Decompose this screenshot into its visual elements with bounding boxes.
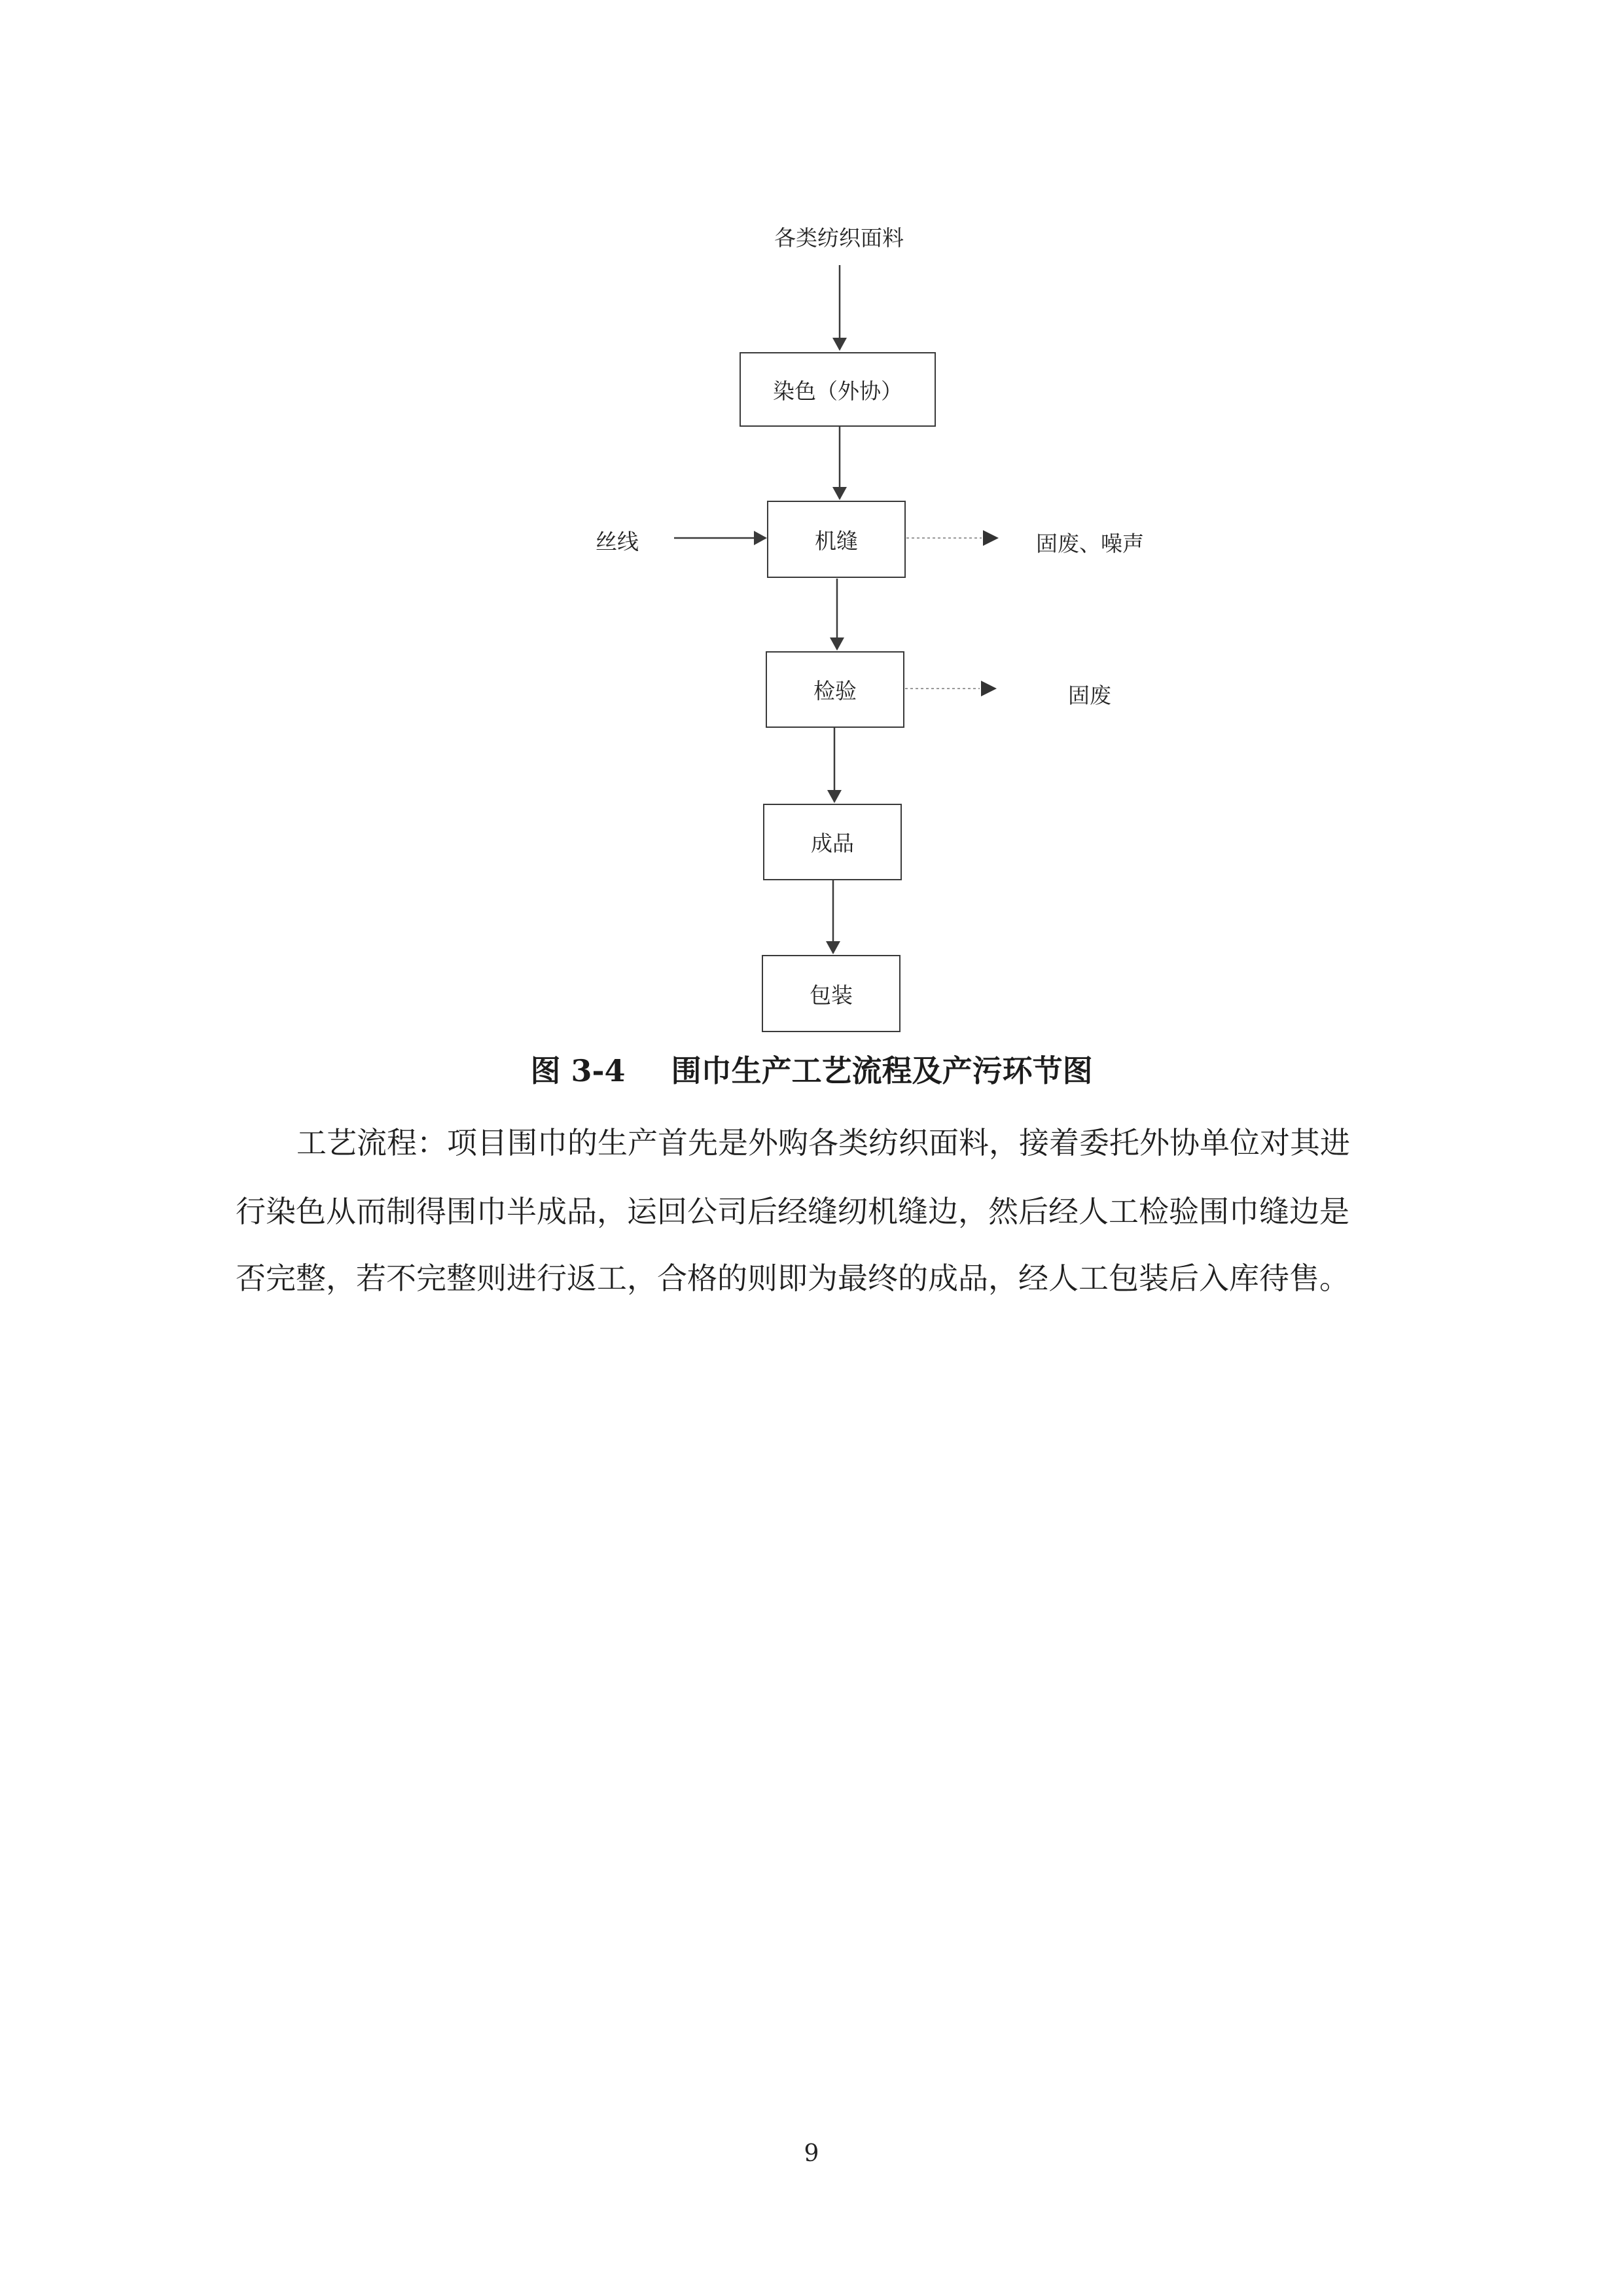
step-sewing-box: 机缝: [767, 501, 906, 578]
arrow-head-thread: [754, 531, 767, 545]
arrow-head-packaging: [826, 941, 840, 954]
arrow-head-finished: [827, 790, 842, 803]
page-number: 9: [804, 2140, 819, 2167]
step-packaging-box: 包装: [762, 955, 901, 1032]
arrow-head-dyeing: [832, 338, 847, 351]
input-thread-label: 丝线: [596, 529, 639, 554]
input-fabric-label: 各类纺织面料: [774, 225, 904, 251]
paragraph-line-3: 否完整，若不完整则进行返工，合格的则即为最终的成品，经人工包装后入库待售。: [236, 1261, 1349, 1296]
arrow-head-waste: [981, 681, 997, 696]
output-waste-noise-label: 固废、噪声: [1036, 531, 1144, 556]
step-dyeing-box: 染色（外协）: [740, 352, 936, 427]
step-inspection-box: 检验: [766, 651, 904, 728]
arrow-head-waste-noise: [983, 530, 999, 546]
output-waste-label: 固废: [1068, 683, 1111, 708]
paragraph-line-2: 行染色从而制得围巾半成品，运回公司后经缝纫机缝边，然后经人工检验围巾缝边是: [236, 1194, 1349, 1229]
figure-number: 图 3-4: [530, 1053, 626, 1088]
figure-title: 围巾生产工艺流程及产污环节图: [671, 1053, 1093, 1088]
paragraph-line-1: 工艺流程：项目围巾的生产首先是外购各类纺织面料，接着委托外协单位对其进: [296, 1125, 1350, 1160]
arrow-head-sewing: [832, 487, 847, 500]
arrow-head-inspection: [830, 637, 844, 651]
step-finished-box: 成品: [763, 804, 902, 880]
figure-caption: [0, 1047, 1623, 1090]
